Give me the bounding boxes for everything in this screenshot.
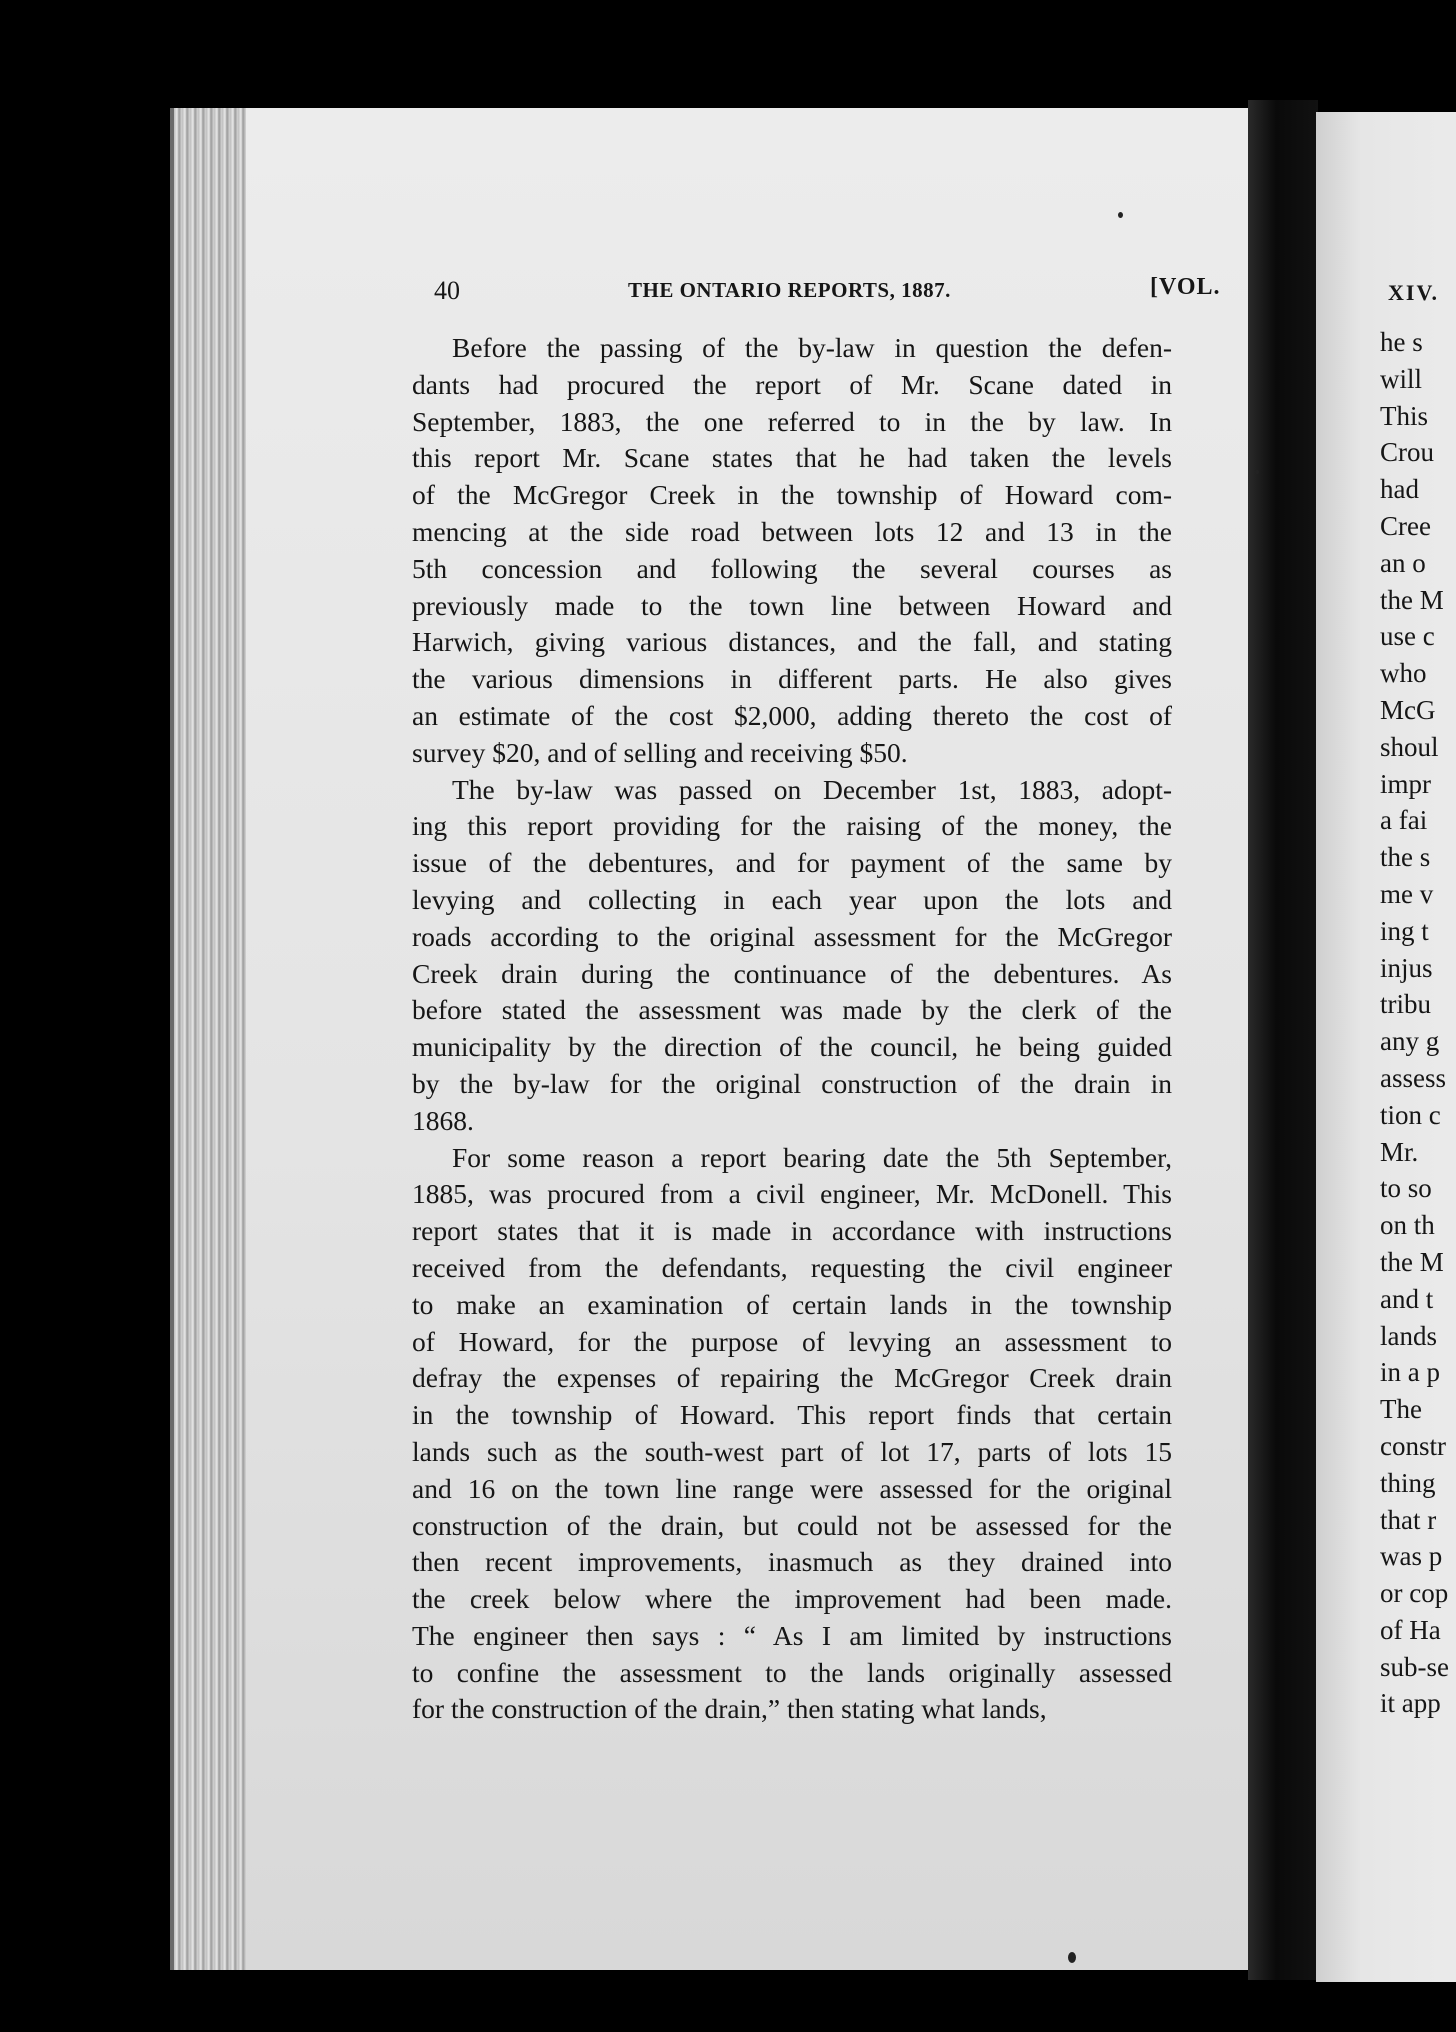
facing-page-line: had	[1380, 474, 1419, 505]
ink-speck	[1255, 470, 1259, 474]
text-line: The engineer then says : “ As I am limited by instructions	[412, 1619, 1172, 1651]
facing-page-line: will	[1380, 363, 1423, 394]
facing-page-line: shoul	[1380, 731, 1439, 762]
page-edges	[170, 108, 252, 1970]
facing-page-line: the M	[1380, 1246, 1444, 1277]
text-line: issue of the debentures, and for payment of the same by	[412, 847, 1172, 879]
facing-page-line: in a p	[1380, 1357, 1440, 1388]
facing-page-line: The	[1380, 1394, 1422, 1425]
text-line: dants had procured the report of Mr. Scane dated in	[412, 368, 1172, 400]
text-line: Creek drain during the continuance of the debentures. As	[412, 957, 1172, 989]
text-line: before stated the assessment was made by the clerk of the	[412, 994, 1172, 1026]
text-line: roads according to the original assessment for the McGregor	[412, 920, 1172, 952]
text-line: to make an examination of certain lands in the township	[412, 1288, 1172, 1320]
ink-speck	[1118, 212, 1123, 218]
paragraph	[412, 330, 1172, 772]
facing-page-line: or cop	[1380, 1578, 1449, 1609]
facing-page-line: tion c	[1380, 1099, 1441, 1130]
text-line: received from the defendants, requesting the civil engineer	[412, 1251, 1172, 1283]
facing-page-line: lands	[1380, 1320, 1437, 1351]
facing-page-line: ing t	[1380, 915, 1429, 946]
text-line: lands such as the south-west part of lot 17, parts of lots 15	[412, 1435, 1172, 1467]
text-line: municipality by the direction of the council, he being guided	[412, 1031, 1172, 1063]
text-line: survey $20, and of selling and receiving $50.	[412, 736, 908, 768]
text-line: then recent improvements, inasmuch as they drained into	[412, 1546, 1172, 1578]
text-line: of the McGregor Creek in the township of Howard com-	[412, 479, 1172, 511]
body-text	[412, 330, 1172, 1728]
facing-page-line: impr	[1380, 768, 1431, 799]
text-line: 1885, was procured from a civil engineer, Mr. McDonell. This	[412, 1178, 1172, 1210]
facing-page-line: McG	[1380, 694, 1436, 725]
text-line: ing this report providing for the raising of the money, the	[412, 810, 1172, 842]
facing-page-line: who	[1380, 658, 1427, 689]
facing-page-line: of Ha	[1380, 1614, 1441, 1645]
text-line: previously made to the town line between Howard and	[412, 589, 1172, 621]
text-line: levying and collecting in each year upon the lots and	[412, 883, 1172, 915]
facing-page-line: the s	[1380, 842, 1431, 873]
text-line: Harwich, giving various distances, and the fall, and stating	[412, 626, 1172, 658]
paragraph	[412, 1140, 1172, 1729]
text-line: to confine the assessment to the lands originally assessed	[412, 1656, 1172, 1688]
facing-page-line: This	[1380, 400, 1429, 431]
text-line: in the township of Howard. This report finds that certain	[412, 1399, 1172, 1431]
facing-page-line: the M	[1380, 584, 1444, 615]
facing-page-line: Mr.	[1380, 1136, 1419, 1167]
text-line: report states that it is made in accordance with instructions	[412, 1215, 1172, 1247]
text-line: of Howard, for the purpose of levying an assessment to	[412, 1325, 1172, 1357]
facing-page-line: he s	[1380, 327, 1423, 357]
facing-page-line: to so	[1380, 1173, 1432, 1204]
text-line: 5th concession and following the several courses as	[412, 552, 1172, 584]
facing-page-line: an o	[1380, 547, 1426, 578]
text-line: by the by-law for the original construction of the drain in	[412, 1067, 1172, 1099]
facing-page-line: on th	[1380, 1210, 1435, 1241]
page-number: 40	[434, 276, 460, 305]
facing-page-line: any g	[1380, 1026, 1440, 1057]
facing-page-line: assess	[1380, 1062, 1446, 1093]
ink-speck	[1068, 1952, 1076, 1963]
text-line: Before the passing of the by-law in question the defen-	[452, 332, 1172, 363]
text-line: and 16 on the town line range were assessed for the original	[412, 1472, 1172, 1504]
running-head: THE ONTARIO REPORTS, 1887.	[628, 278, 951, 302]
facing-page-vol-label: XIV.	[1388, 280, 1440, 305]
text-line: the various dimensions in different parts. He also gives	[412, 663, 1172, 695]
text-line: 1868.	[412, 1104, 474, 1136]
facing-page-line: injus	[1380, 952, 1433, 983]
facing-page-line: tribu	[1380, 989, 1431, 1020]
paragraph	[412, 772, 1172, 1140]
text-line: The by-law was passed on December 1st, 1883, adopt-	[452, 773, 1172, 805]
facing-page-line: me v	[1380, 878, 1434, 909]
facing-page-line: it app	[1380, 1688, 1441, 1719]
facing-page-line: sub-se	[1380, 1651, 1449, 1682]
text-line: the creek below where the improvement had been made.	[412, 1583, 1172, 1615]
text-line: For some reason a report bearing date the 5th September,	[452, 1141, 1172, 1173]
facing-page-line: Cree	[1380, 510, 1431, 541]
text-line: defray the expenses of repairing the McGregor Creek drain	[412, 1362, 1172, 1394]
book-gutter	[1248, 100, 1318, 1980]
text-line: mencing at the side road between lots 12 and 13 in the	[412, 515, 1172, 547]
text-line: for the construction of the drain,” then stating what lands,	[412, 1693, 1047, 1725]
facing-page-line: Crou	[1380, 437, 1434, 468]
text-line: this report Mr. Scane states that he had taken the levels	[412, 442, 1172, 474]
facing-page	[1316, 112, 1456, 1982]
facing-page-line: that r	[1380, 1504, 1437, 1535]
facing-page-text-fragments	[1380, 324, 1449, 1722]
facing-page-line: constr	[1380, 1430, 1446, 1461]
facing-page-line: thing	[1380, 1467, 1436, 1498]
text-line: an estimate of the cost $2,000, adding thereto the cost of	[412, 699, 1172, 731]
facing-page-line: and t	[1380, 1283, 1434, 1314]
facing-page-line: use c	[1380, 621, 1435, 652]
text-line: construction of the drain, but could not be assessed for the	[412, 1509, 1172, 1541]
text-line: September, 1883, the one referred to in the by law. In	[412, 405, 1172, 437]
facing-page-line: a fai	[1380, 805, 1428, 836]
volume-label: [VOL.	[1150, 274, 1221, 300]
facing-page-line: was p	[1380, 1541, 1443, 1572]
